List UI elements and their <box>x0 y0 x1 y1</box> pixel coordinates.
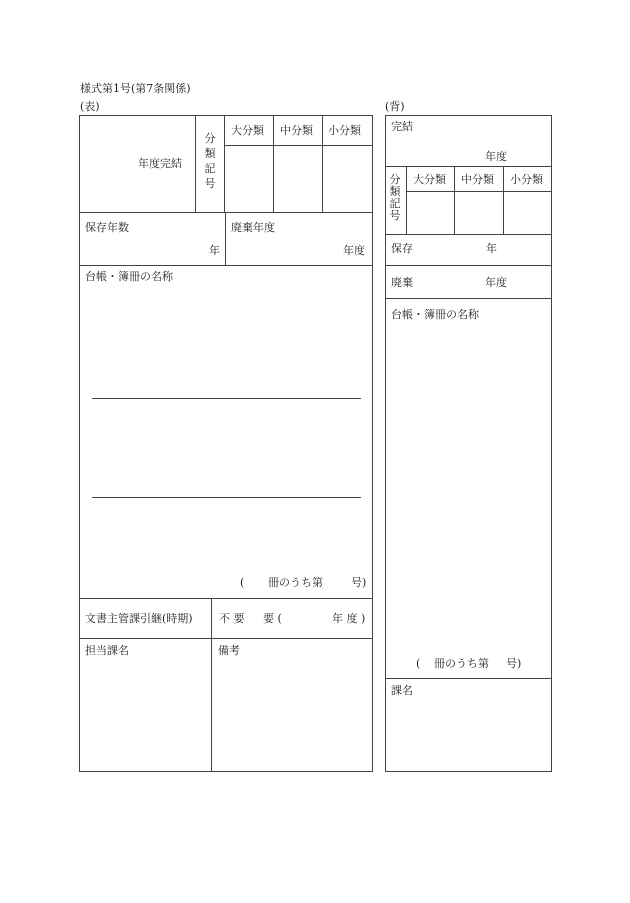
back-volume-count-text: 冊のうち第 <box>434 657 489 670</box>
back-classification-code-label: 分 類 記 号 <box>389 173 401 222</box>
handover-needed-close: 年 度 ) <box>332 612 366 625</box>
back-section-name-label: 課名 <box>391 684 413 697</box>
back-completed-fiscal-year-unit: 年度 <box>485 150 507 163</box>
back-volume-count-close: 号) <box>506 657 522 670</box>
back-middle-category-header: 中分類 <box>461 173 494 186</box>
front-side-label: (表) <box>80 100 100 113</box>
handover-timing-label: 文書主管課引継(時期) <box>85 612 193 625</box>
major-category-header: 大分類 <box>231 124 264 137</box>
minor-category-header: 小分類 <box>328 124 361 137</box>
retention-year-unit: 年 <box>209 244 220 257</box>
disposal-fiscal-year-label: 廃棄年度 <box>231 221 275 234</box>
ledger-name-line-2 <box>92 497 361 498</box>
volume-count-text: 冊のうち第 <box>268 576 323 589</box>
back-volume-count-open: ( <box>416 657 421 670</box>
handover-needed-open: 要 ( <box>263 612 282 625</box>
back-completed-label: 完結 <box>391 120 413 133</box>
ledger-name-line-1 <box>92 398 361 399</box>
back-minor-category-header: 小分類 <box>510 173 543 186</box>
back-ledger-name-label: 台帳・簿冊の名称 <box>391 308 479 321</box>
back-major-category-header: 大分類 <box>413 173 446 186</box>
back-disposal-fiscal-year-unit: 年度 <box>485 276 507 289</box>
retention-years-label: 保存年数 <box>85 221 129 234</box>
fiscal-year-completed-label: 年度完結 <box>138 157 182 170</box>
back-retention-label: 保存 <box>391 242 413 255</box>
ledger-name-label: 台帳・簿冊の名称 <box>85 270 173 283</box>
classification-code-label: 分 類 記 号 <box>204 132 216 190</box>
middle-category-header: 中分類 <box>280 124 313 137</box>
disposal-fiscal-year-unit: 年度 <box>343 244 365 257</box>
back-retention-year-unit: 年 <box>486 242 497 255</box>
form-title: 様式第1号(第7条関係) <box>80 82 191 95</box>
front-form <box>79 115 373 772</box>
back-disposal-label: 廃棄 <box>391 276 413 289</box>
handover-not-needed: 不 要 <box>219 612 245 625</box>
volume-count-open: ( <box>240 576 245 589</box>
volume-count-close: 号) <box>351 576 367 589</box>
back-form <box>385 115 552 772</box>
back-side-label: (背) <box>385 100 405 113</box>
remarks-label: 備考 <box>218 644 240 657</box>
responsible-section-label: 担当課名 <box>85 644 129 657</box>
